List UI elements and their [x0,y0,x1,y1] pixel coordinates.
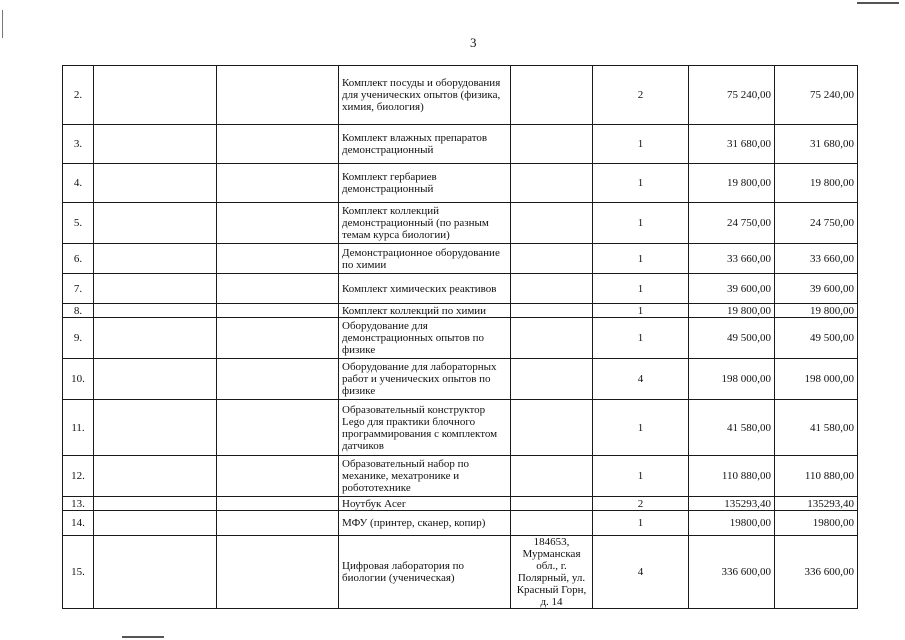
quantity: 2 [593,66,689,125]
item-name: Комплект гербариев демонстрационный [339,164,511,203]
delivery-address [511,400,593,456]
page-number: 3 [470,35,477,50]
scan-mark-top [857,2,899,4]
delivery-address [511,511,593,536]
table-row [63,304,858,318]
table-row [63,511,858,536]
unit-price: 110 880,00 [689,456,775,497]
unit-price: 19800,00 [689,511,775,536]
empty-cell [217,66,339,125]
unit-price: 39 600,00 [689,274,775,304]
total-sum: 41 580,00 [775,400,858,456]
row-number: 14. [63,511,94,536]
empty-cell [94,66,217,125]
empty-cell [94,511,217,536]
row-number: 9. [63,318,94,359]
item-name: Цифровая лаборатория по биологии (ученическая) [339,536,511,609]
empty-cell [94,359,217,400]
empty-cell [217,497,339,511]
empty-cell [94,164,217,203]
table-row [63,66,858,125]
delivery-address [511,125,593,164]
delivery-address [511,359,593,400]
quantity: 4 [593,359,689,400]
empty-cell [94,125,217,164]
equipment-table [62,65,858,609]
quantity: 1 [593,274,689,304]
empty-cell [94,304,217,318]
empty-cell [94,456,217,497]
item-name: Комплект коллекций по химии [339,304,511,318]
unit-price: 19 800,00 [689,164,775,203]
quantity: 1 [593,511,689,536]
unit-price: 41 580,00 [689,400,775,456]
total-sum: 39 600,00 [775,274,858,304]
row-number: 15. [63,536,94,609]
empty-cell [217,359,339,400]
empty-cell [217,318,339,359]
delivery-address: 184653, Мурманская обл., г. Полярный, ул. Красный Горн, д. 14 [511,536,593,609]
item-name: Образовательный набор по механике, мехатронике и робототехнике [339,456,511,497]
total-sum: 75 240,00 [775,66,858,125]
quantity: 1 [593,203,689,244]
delivery-address [511,274,593,304]
scan-mark-bottom [122,636,164,638]
delivery-address [511,318,593,359]
row-number: 11. [63,400,94,456]
row-number: 4. [63,164,94,203]
total-sum: 336 600,00 [775,536,858,609]
empty-cell [217,400,339,456]
table-row [63,400,858,456]
empty-cell [217,164,339,203]
quantity: 1 [593,304,689,318]
unit-price: 33 660,00 [689,244,775,274]
table-row [63,125,858,164]
quantity: 1 [593,318,689,359]
empty-cell [217,274,339,304]
total-sum: 19 800,00 [775,304,858,318]
quantity: 1 [593,244,689,274]
row-number: 7. [63,274,94,304]
empty-cell [94,318,217,359]
delivery-address [511,456,593,497]
row-number: 8. [63,304,94,318]
total-sum: 33 660,00 [775,244,858,274]
empty-cell [94,203,217,244]
total-sum: 135293,40 [775,497,858,511]
row-number: 13. [63,497,94,511]
row-number: 12. [63,456,94,497]
total-sum: 198 000,00 [775,359,858,400]
quantity: 1 [593,400,689,456]
empty-cell [94,536,217,609]
table-row [63,274,858,304]
total-sum: 19 800,00 [775,164,858,203]
table-row [63,536,858,609]
item-name: Ноутбук Acer [339,497,511,511]
empty-cell [94,497,217,511]
quantity: 2 [593,497,689,511]
row-number: 6. [63,244,94,274]
unit-price: 198 000,00 [689,359,775,400]
delivery-address [511,244,593,274]
total-sum: 110 880,00 [775,456,858,497]
table-row [63,164,858,203]
empty-cell [217,456,339,497]
unit-price: 31 680,00 [689,125,775,164]
row-number: 3. [63,125,94,164]
quantity: 4 [593,536,689,609]
quantity: 1 [593,456,689,497]
empty-cell [217,511,339,536]
empty-cell [217,244,339,274]
empty-cell [217,304,339,318]
total-sum: 24 750,00 [775,203,858,244]
quantity: 1 [593,125,689,164]
item-name: Оборудование для лабораторных работ и ученических опытов по физике [339,359,511,400]
unit-price: 49 500,00 [689,318,775,359]
delivery-address [511,66,593,125]
table-row [63,497,858,511]
item-name: Комплект посуды и оборудования для ученических опытов (физика, химия, биология) [339,66,511,125]
unit-price: 135293,40 [689,497,775,511]
empty-cell [94,244,217,274]
total-sum: 49 500,00 [775,318,858,359]
empty-cell [217,203,339,244]
table-row [63,203,858,244]
table-row [63,359,858,400]
item-name: Комплект химических реактивов [339,274,511,304]
empty-cell [217,536,339,609]
item-name: Образовательный конструктор Lego для практики блочного программирования с комплектом датчиков [339,400,511,456]
table-row [63,456,858,497]
item-name: Комплект влажных препаратов демонстрационный [339,125,511,164]
quantity: 1 [593,164,689,203]
row-number: 10. [63,359,94,400]
row-number: 5. [63,203,94,244]
table-row [63,318,858,359]
delivery-address [511,304,593,318]
item-name: Демонстрационное оборудование по химии [339,244,511,274]
delivery-address [511,164,593,203]
unit-price: 75 240,00 [689,66,775,125]
delivery-address [511,497,593,511]
delivery-address [511,203,593,244]
item-name: МФУ (принтер, сканер, копир) [339,511,511,536]
total-sum: 31 680,00 [775,125,858,164]
unit-price: 19 800,00 [689,304,775,318]
unit-price: 336 600,00 [689,536,775,609]
total-sum: 19800,00 [775,511,858,536]
row-number: 2. [63,66,94,125]
unit-price: 24 750,00 [689,203,775,244]
item-name: Оборудование для демонстрационных опытов по физике [339,318,511,359]
scan-edge-mark [2,10,3,38]
empty-cell [94,400,217,456]
empty-cell [217,125,339,164]
table-row [63,244,858,274]
empty-cell [94,274,217,304]
item-name: Комплект коллекций демонстрационный (по разным темам курса биологии) [339,203,511,244]
